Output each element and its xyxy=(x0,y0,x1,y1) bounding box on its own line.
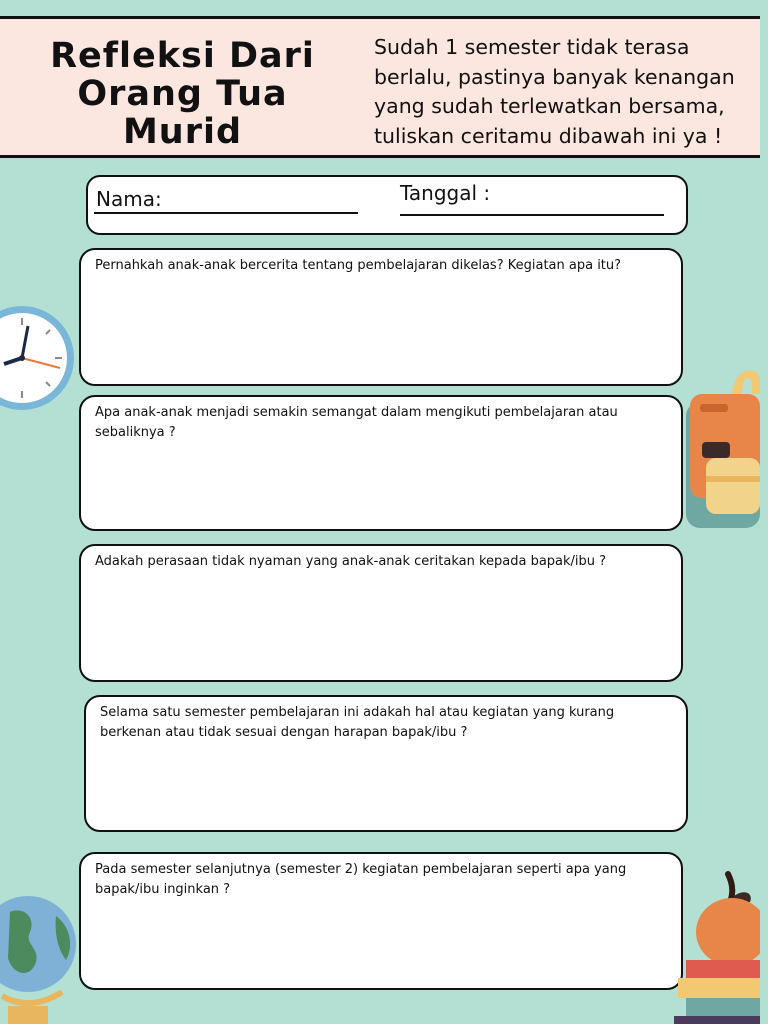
globe-icon xyxy=(0,888,80,1024)
name-date-box xyxy=(86,175,688,235)
question-box-5[interactable] xyxy=(79,852,683,990)
question-text-3: Adakah perasaan tidak nyaman yang anak-anak ceritakan kepada bapak/ibu ? xyxy=(95,554,607,569)
question-box-3[interactable] xyxy=(79,544,683,682)
date-line[interactable] xyxy=(400,214,664,216)
backpack-icon xyxy=(684,362,760,530)
name-label: Nama: xyxy=(96,187,162,211)
question-text-5: Pada semester selanjutnya (semester 2) kegiatan pembelajaran seperti apa yang bapak/ibu inginkan ? xyxy=(95,862,627,897)
page-title: Refleksi Dari Orang Tua Murid xyxy=(50,36,315,152)
header-banner xyxy=(0,16,760,158)
intro-text: Sudah 1 semester tidak terasa berlalu, pastinya banyak kenangan yang sudah terlewatkan bersama, tuliskan ceritamu dibawah ini ya ! xyxy=(374,35,735,148)
name-line[interactable] xyxy=(94,212,358,214)
books-apple-icon xyxy=(672,868,760,1024)
question-text-1: Pernahkah anak-anak bercerita tentang pembelajaran dikelas? Kegiatan apa itu? xyxy=(95,258,622,273)
question-text-2: Apa anak-anak menjadi semakin semangat dalam mengikuti pembelajaran atau sebaliknya ? xyxy=(95,405,618,440)
question-box-2[interactable] xyxy=(79,395,683,531)
date-label: Tanggal : xyxy=(400,181,491,205)
question-text-4: Selama satu semester pembelajaran ini adakah hal atau kegiatan yang kurang berkenan atau tidak sesuai dengan harapan bapak/ibu ? xyxy=(100,705,615,740)
question-box-1[interactable] xyxy=(79,248,683,386)
clock-icon xyxy=(0,306,78,410)
question-box-4[interactable] xyxy=(84,695,688,832)
